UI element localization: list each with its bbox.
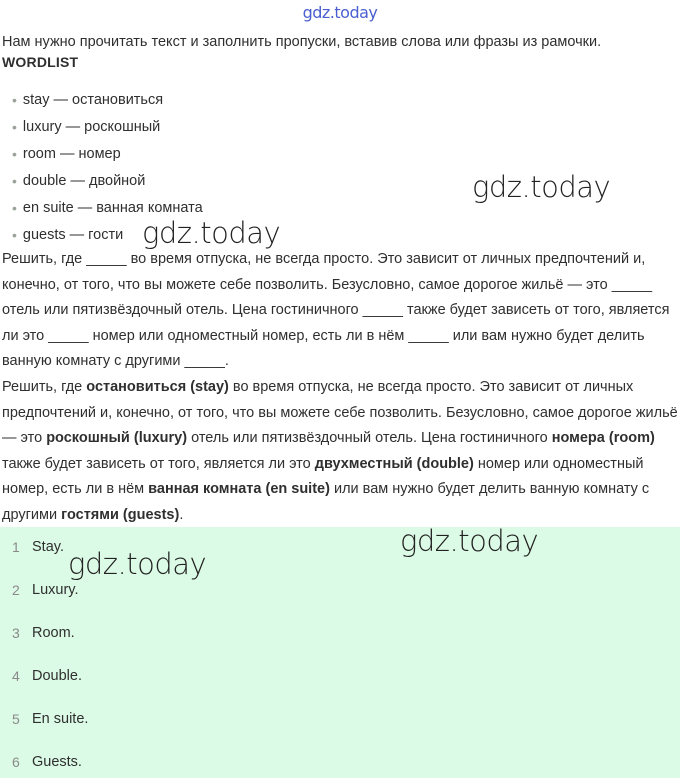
bullet-icon: •: [12, 146, 17, 162]
answer-value: Room.: [32, 625, 75, 641]
answer-text: [2, 375, 680, 528]
list-item: • double — двойной: [12, 173, 146, 189]
bullet-icon: •: [12, 173, 17, 189]
task-text: Решить, где _____ во время отпуска, не всегда просто. Это зависит от личных предпочтений и, конечно, от того, что вы можете себе позволить. Безусловно, самое дорогое жильё — это _____ отель или пятизвёздочный отель. Цена гостиничного _____ также будет зависеть от того, является ли это _____ номер или одноместный номер, есть ли в нём _____ или вам нужно будет делить ванную комнату с другими _____.: [2, 251, 670, 369]
answer-highlight: двухместный (double): [314, 455, 474, 472]
list-item: • en suite — ванная комната: [12, 200, 203, 216]
answer-row: [0, 580, 78, 600]
answer-highlight: гостями (guests): [61, 506, 180, 523]
answer-segment: также будет зависеть от того, является ли это: [2, 455, 315, 472]
header-watermark: gdz.today: [302, 3, 378, 22]
answer-segment: Решить, где: [2, 379, 87, 395]
bullet-icon: •: [12, 92, 17, 108]
answer-row: [0, 623, 75, 643]
list-item: • room — номер: [12, 146, 121, 162]
watermark: gdz.today: [472, 170, 611, 204]
answer-value: En suite.: [32, 711, 89, 727]
answer-row: [0, 666, 82, 686]
answer-row: [0, 752, 82, 772]
answer-row: [0, 537, 64, 557]
answer-highlight: ванная комната (en suite): [148, 481, 330, 497]
answer-segment: номер или одноместный номер, есть ли в нём: [2, 455, 644, 497]
answer-segment: или вам нужно будет делить ванную комнату с другими: [2, 481, 650, 523]
answer-number: 3: [12, 625, 20, 641]
bullet-icon: •: [12, 200, 17, 216]
answer-segment: отель или пятизвёздочный отель. Цена гостиничного: [187, 430, 552, 446]
watermark: gdz.today: [400, 524, 539, 558]
watermark: gdz.today: [68, 547, 207, 581]
answer-row: [0, 709, 88, 729]
list-item: • stay — остановиться: [12, 92, 164, 108]
watermark: gdz.today: [142, 216, 281, 250]
intro-text: Нам нужно прочитать текст и заполнить пропуски, вставив слова или фразы из рамочки.: [2, 34, 602, 50]
bullet-icon: •: [12, 227, 17, 243]
answer-value: Double.: [32, 668, 82, 684]
answer-highlight: остановиться (stay): [86, 379, 229, 395]
answer-number: 1: [12, 539, 20, 555]
answer-number: 6: [12, 754, 20, 770]
wordlist-title: WORDLIST: [2, 54, 79, 70]
answer-highlight: номера (room): [551, 430, 655, 446]
list-item: • luxury — роскошный: [12, 119, 161, 135]
answer-number: 5: [12, 711, 20, 727]
bullet-icon: •: [12, 119, 17, 135]
answer-value: Luxury.: [32, 582, 79, 598]
answer-value: Guests.: [32, 754, 82, 770]
list-item: • guests — гости: [12, 227, 124, 243]
answer-value: Stay.: [32, 539, 64, 555]
answer-number: 4: [12, 668, 20, 684]
answer-number: 2: [12, 582, 20, 598]
answer-highlight: роскошный (luxury): [46, 430, 188, 446]
answer-segment: .: [179, 506, 184, 523]
answer-segment: во время отпуска, не всегда просто. Это зависит от личных предпочтений и, конечно, от того, что вы можете себе позволить. Безусловно, самое дорогое жильё — это: [2, 379, 678, 446]
